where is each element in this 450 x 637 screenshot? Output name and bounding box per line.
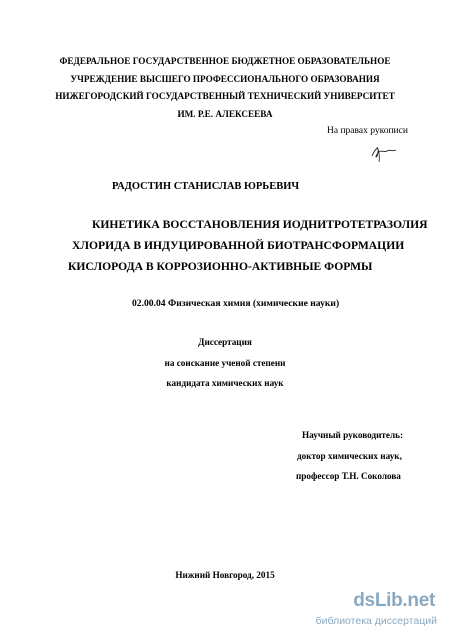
dissertation-title-line: ХЛОРИДА В ИНДУЦИРОВАННОЙ БИОТРАНСФОРМАЦИИ — [72, 239, 405, 252]
degree-line: кандидата химических наук — [166, 378, 284, 388]
organization-header — [0, 56, 450, 126]
degree-line: на соискание ученой степени — [164, 358, 286, 368]
place-and-year: Нижний Новгород, 2015 — [175, 570, 275, 580]
supervisor-line: Научный руководитель: — [302, 430, 404, 440]
dissertation-title-line: КИСЛОРОДА В КОРРОЗИОННО-АКТИВНЫЕ ФОРМЫ — [68, 260, 373, 273]
manuscript-note: На правах рукописи — [327, 126, 408, 136]
organization-line: НИЖЕГОРОДСКИЙ ГОСУДАРСТВЕННЫЙ ТЕХНИЧЕСКИЙ УНИВЕРСИТЕТ — [55, 91, 395, 102]
dslib-watermark — [315, 590, 447, 636]
organization-line: УЧРЕЖДЕНИЕ ВЫСШЕГО ПРОФЕССИОНАЛЬНОГО ОБРАЗОВАНИЯ — [70, 73, 380, 84]
dissertation-title-line: КИНЕТИКА ВОССТАНОВЛЕНИЯ ИОДНИТРОТЕТРАЗОЛИЯ — [92, 218, 428, 231]
organization-line: ИМ. Р.Е. АЛЕКСЕЕВА — [177, 108, 273, 119]
organization-line: ФЕДЕРАЛЬНОЕ ГОСУДАРСТВЕННОЕ БЮДЖЕТНОЕ ОБРАЗОВАТЕЛЬНОЕ — [59, 56, 391, 66]
watermark-tagline: библиотека диссертаций — [315, 615, 437, 627]
supervisor-line: доктор химических наук, — [297, 451, 402, 461]
watermark-logo: dsLib.net — [353, 590, 435, 611]
specialty-code: 02.00.04 Физическая химия (химические науки) — [132, 298, 340, 309]
author-name: РАДОСТИН СТАНИСЛАВ ЮРЬЕВИЧ — [112, 181, 300, 192]
handwritten-signature — [370, 141, 398, 163]
degree-line: Диссертация — [198, 337, 252, 347]
supervisor-line: профессор Т.Н. Соколова — [296, 471, 401, 481]
